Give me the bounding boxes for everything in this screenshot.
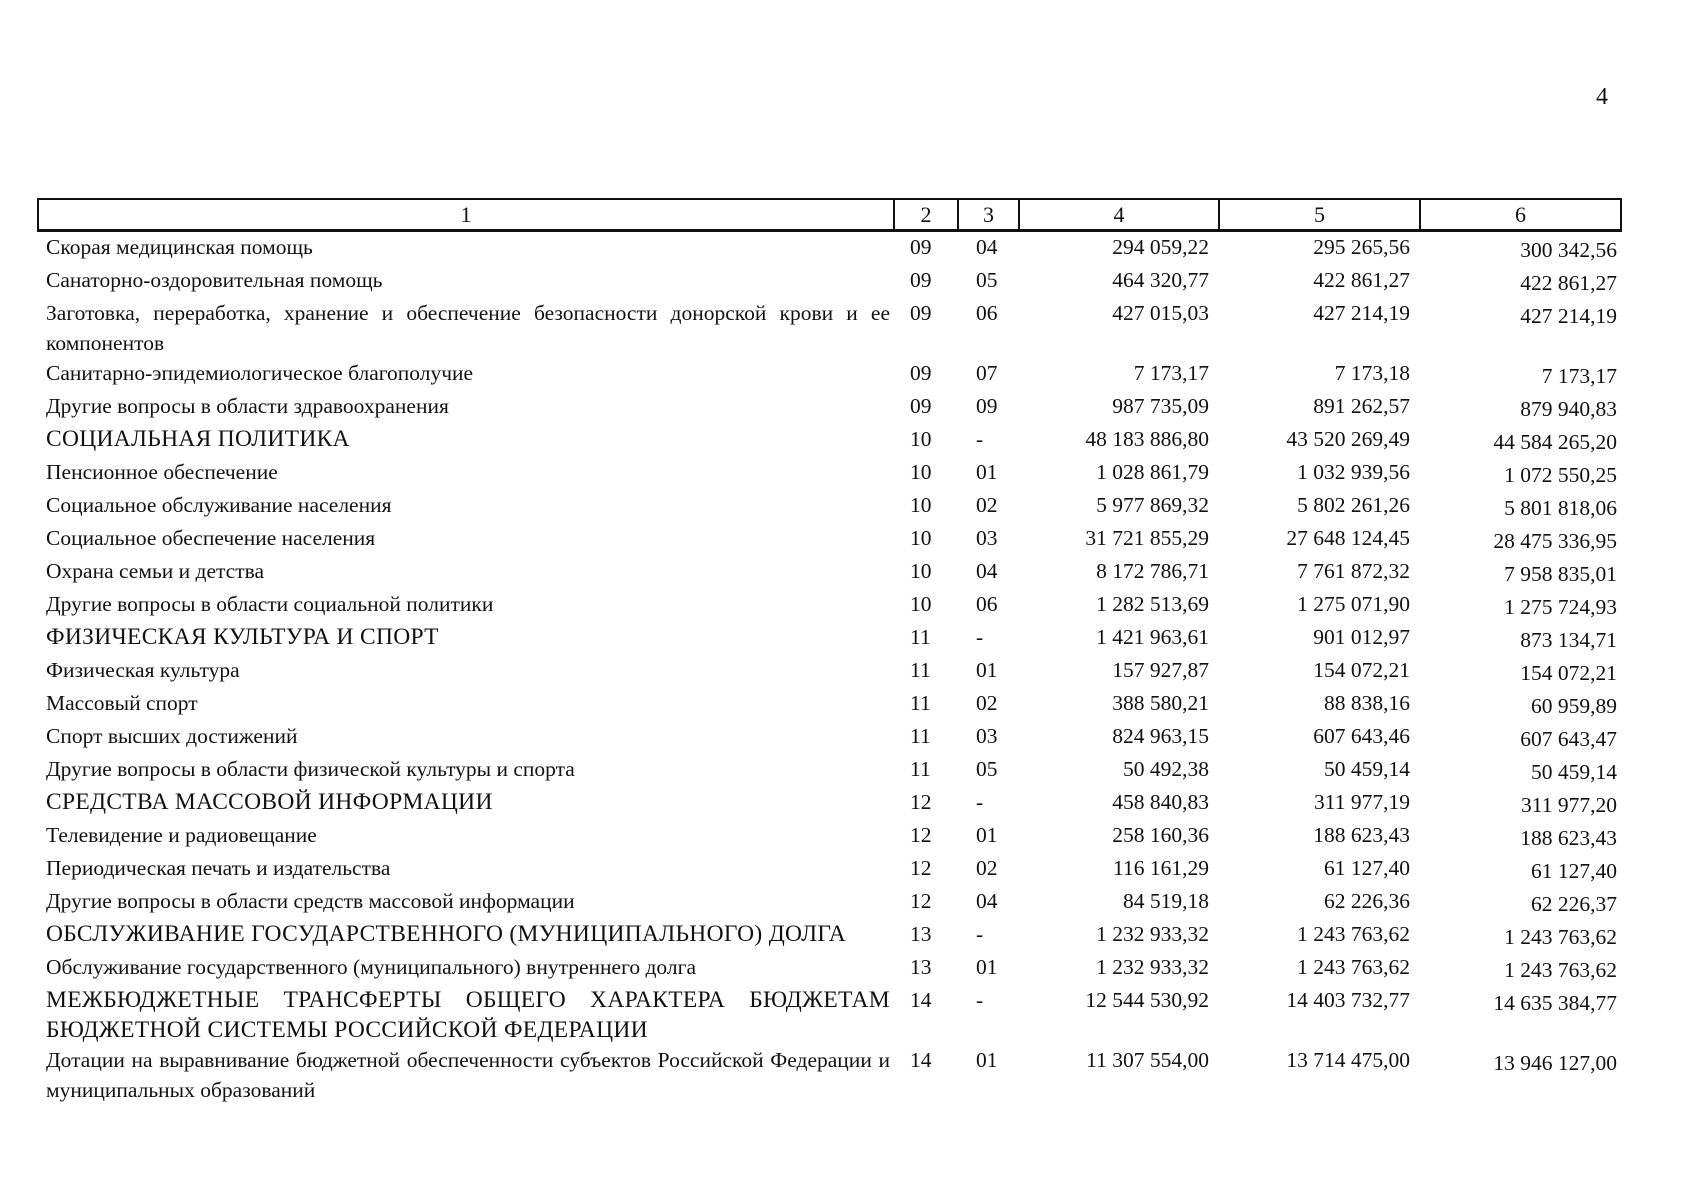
row-section-code: 09 — [910, 235, 932, 259]
row-name: Другие вопросы в области социальной политики — [46, 592, 494, 616]
row-value-col5: 7 761 872,32 — [1297, 559, 1410, 583]
row-name: Периодическая печать и издательства — [46, 856, 391, 880]
row-value-col6: 311 977,20 — [1521, 793, 1617, 817]
row-name: ОБСЛУЖИВАНИЕ ГОСУДАРСТВЕННОГО (МУНИЦИПАЛЬНОГО) ДОЛГА — [46, 921, 846, 947]
row-value-col5: 7 173,18 — [1334, 361, 1410, 385]
row-value-col6: 5 801 818,06 — [1504, 496, 1617, 520]
row-subsection-code: 06 — [976, 301, 998, 325]
row-value-col5: 1 243 763,62 — [1297, 922, 1410, 946]
row-value-col4: 157 927,87 — [1112, 658, 1209, 682]
row-value-col5: 43 520 269,49 — [1286, 427, 1410, 451]
row-subsection-code: 01 — [976, 823, 998, 847]
row-value-col6: 13 946 127,00 — [1493, 1051, 1617, 1075]
row-subsection-code: 01 — [976, 955, 998, 979]
row-value-col6: 61 127,40 — [1531, 859, 1617, 883]
row-section-code: 11 — [910, 625, 931, 649]
table-section-row — [38, 787, 1621, 820]
header-col-4: 4 — [1019, 199, 1219, 231]
row-subsection-code: 06 — [976, 592, 998, 616]
row-value-col5: 295 265,56 — [1313, 235, 1410, 259]
row-value-col5: 88 838,16 — [1324, 691, 1410, 715]
row-value-col5: 14 403 732,77 — [1286, 988, 1410, 1012]
row-value-col6: 879 940,83 — [1520, 397, 1617, 421]
budget-table — [37, 198, 1622, 1105]
row-value-col4: 258 160,36 — [1112, 823, 1209, 847]
row-subsection-code: 02 — [976, 691, 998, 715]
row-value-col5: 13 714 475,00 — [1286, 1048, 1410, 1072]
row-section-code: 12 — [910, 790, 932, 814]
row-value-col6: 50 459,14 — [1531, 760, 1617, 784]
row-section-code: 11 — [910, 691, 931, 715]
row-section-code: 12 — [910, 823, 932, 847]
page-number: 4 — [1596, 84, 1608, 110]
row-name: МЕЖБЮДЖЕТНЫЕ ТРАНСФЕРТЫ ОБЩЕГО ХАРАКТЕРА БЮДЖЕТАМ БЮДЖЕТНОЙ СИСТЕМЫ РОССИЙСКОЙ ФЕДЕРАЦИИ — [46, 987, 890, 1043]
row-value-col5: 188 623,43 — [1313, 823, 1410, 847]
row-value-col4: 1 028 861,79 — [1096, 460, 1209, 484]
row-subsection-code: 05 — [976, 268, 998, 292]
header-col-3: 3 — [958, 199, 1019, 231]
table-row — [38, 688, 1621, 721]
row-value-col4: 11 307 554,00 — [1086, 1048, 1209, 1072]
row-name: Физическая культура — [46, 658, 240, 682]
table-row — [38, 820, 1621, 853]
table-row — [38, 655, 1621, 688]
row-value-col5: 50 459,14 — [1324, 757, 1410, 781]
row-value-col6: 1 243 763,62 — [1504, 958, 1617, 982]
table-body — [38, 231, 1621, 1106]
row-value-col5: 154 072,21 — [1313, 658, 1410, 682]
row-section-code: 12 — [910, 889, 932, 913]
row-section-code: 09 — [910, 361, 932, 385]
table-row — [38, 231, 1621, 266]
table-section-row — [38, 919, 1621, 952]
row-name: Пенсионное обеспечение — [46, 460, 278, 484]
row-value-col6: 873 134,71 — [1520, 628, 1617, 652]
row-value-col6: 154 072,21 — [1520, 661, 1617, 685]
row-subsection-code: 05 — [976, 757, 998, 781]
row-value-col4: 8 172 786,71 — [1096, 559, 1209, 583]
row-value-col6: 607 643,47 — [1520, 727, 1617, 751]
table-row — [38, 523, 1621, 556]
table-row — [38, 853, 1621, 886]
row-value-col4: 427 015,03 — [1112, 301, 1209, 325]
row-value-col4: 116 161,29 — [1113, 856, 1209, 880]
row-value-col6: 300 342,56 — [1520, 238, 1617, 262]
header-col-6: 6 — [1420, 199, 1621, 231]
row-value-col4: 987 735,09 — [1112, 394, 1209, 418]
row-name: Охрана семьи и детства — [46, 559, 265, 583]
row-name: Скорая медицинская помощь — [46, 235, 313, 259]
row-value-col5: 901 012,97 — [1313, 625, 1410, 649]
row-name: Другие вопросы в области здравоохранения — [46, 394, 449, 418]
row-section-code: 10 — [910, 427, 932, 451]
row-name: Социальное обеспечение населения — [46, 526, 376, 550]
row-value-col5: 1 275 071,90 — [1297, 592, 1410, 616]
row-name: Санаторно-оздоровительная помощь — [46, 268, 383, 292]
row-value-col6: 422 861,27 — [1520, 271, 1617, 295]
row-value-col4: 388 580,21 — [1112, 691, 1209, 715]
row-value-col5: 61 127,40 — [1324, 856, 1410, 880]
row-value-col6: 44 584 265,20 — [1493, 430, 1617, 454]
row-subsection-code: 01 — [976, 460, 998, 484]
table-row — [38, 886, 1621, 919]
row-subsection-code: 04 — [976, 559, 998, 583]
row-value-col6: 1 275 724,93 — [1504, 595, 1617, 619]
row-section-code: 10 — [910, 526, 932, 550]
row-value-col6: 28 475 336,95 — [1493, 529, 1617, 553]
row-value-col6: 1 072 550,25 — [1504, 463, 1617, 487]
row-value-col5: 891 262,57 — [1313, 394, 1410, 418]
table-row — [38, 265, 1621, 298]
row-value-col4: 50 492,38 — [1123, 757, 1209, 781]
row-value-col4: 824 963,15 — [1112, 724, 1209, 748]
row-subsection-code: 07 — [976, 361, 998, 385]
table-row — [38, 952, 1621, 985]
row-section-code: 09 — [910, 301, 932, 325]
row-subsection-code: 03 — [976, 526, 998, 550]
row-name: Телевидение и радиовещание — [46, 823, 317, 847]
row-section-code: 10 — [910, 559, 932, 583]
row-name: Социальное обслуживание населения — [46, 493, 392, 517]
row-value-col6: 60 959,89 — [1531, 694, 1617, 718]
row-value-col6: 188 623,43 — [1520, 826, 1617, 850]
row-value-col6: 7 958 835,01 — [1504, 562, 1617, 586]
row-value-col4: 7 173,17 — [1133, 361, 1209, 385]
table-row — [38, 721, 1621, 754]
row-subsection-code: 01 — [976, 658, 998, 682]
row-section-code: 11 — [910, 724, 931, 748]
row-section-code: 13 — [910, 955, 932, 979]
row-value-col5: 62 226,36 — [1324, 889, 1410, 913]
row-section-code: 13 — [910, 922, 932, 946]
row-value-col5: 27 648 124,45 — [1286, 526, 1410, 550]
row-name: Санитарно-эпидемиологическое благополучие — [46, 361, 474, 385]
header-col-5: 5 — [1219, 199, 1420, 231]
row-subsection-code: - — [976, 790, 984, 814]
row-subsection-code: - — [976, 922, 984, 946]
row-value-col6: 7 173,17 — [1541, 364, 1617, 388]
table-row — [38, 391, 1621, 424]
row-value-col5: 427 214,19 — [1313, 301, 1410, 325]
row-subsection-code: 02 — [976, 856, 998, 880]
header-row — [38, 199, 1621, 231]
row-value-col4: 5 977 869,32 — [1096, 493, 1209, 517]
row-subsection-code: 02 — [976, 493, 998, 517]
row-name: СОЦИАЛЬНАЯ ПОЛИТИКА — [46, 426, 350, 452]
row-value-col4: 84 519,18 — [1123, 889, 1209, 913]
row-section-code: 10 — [910, 460, 932, 484]
row-value-col4: 1 232 933,32 — [1096, 955, 1209, 979]
table-row — [38, 298, 1621, 358]
table-row — [38, 556, 1621, 589]
table-section-row — [38, 424, 1621, 457]
table-row — [38, 490, 1621, 523]
row-value-col4: 458 840,83 — [1112, 790, 1209, 814]
row-subsection-code: - — [976, 988, 984, 1012]
row-value-col5: 311 977,19 — [1314, 790, 1410, 814]
row-subsection-code: 04 — [976, 235, 998, 259]
row-name: Обслуживание государственного (муниципального) внутреннего долга — [46, 955, 696, 979]
row-value-col4: 12 544 530,92 — [1085, 988, 1209, 1012]
row-section-code: 11 — [910, 757, 931, 781]
row-section-code: 10 — [910, 493, 932, 517]
row-value-col5: 5 802 261,26 — [1297, 493, 1410, 517]
table-row — [38, 358, 1621, 391]
row-value-col4: 1 421 963,61 — [1096, 625, 1209, 649]
table-header — [38, 199, 1621, 231]
row-value-col4: 1 232 933,32 — [1096, 922, 1209, 946]
header-col-2: 2 — [894, 199, 958, 231]
row-section-code: 14 — [910, 1048, 932, 1072]
row-section-code: 10 — [910, 592, 932, 616]
table-row — [38, 754, 1621, 787]
header-col-1: 1 — [38, 199, 894, 231]
table-row — [38, 589, 1621, 622]
table-section-row — [38, 622, 1621, 655]
row-name: СРЕДСТВА МАССОВОЙ ИНФОРМАЦИИ — [46, 789, 493, 815]
row-name: Спорт высших достижений — [46, 724, 298, 748]
row-subsection-code: 04 — [976, 889, 998, 913]
row-name: Массовый спорт — [46, 691, 198, 715]
row-value-col5: 1 243 763,62 — [1297, 955, 1410, 979]
row-section-code: 11 — [910, 658, 931, 682]
row-value-col5: 607 643,46 — [1313, 724, 1410, 748]
row-subsection-code: 01 — [976, 1048, 998, 1072]
row-section-code: 14 — [910, 988, 932, 1012]
row-value-col4: 48 183 886,80 — [1085, 427, 1209, 451]
row-value-col6: 62 226,37 — [1531, 892, 1617, 916]
row-value-col4: 31 721 855,29 — [1085, 526, 1209, 550]
row-value-col4: 1 282 513,69 — [1096, 592, 1209, 616]
row-name: Другие вопросы в области физической культуры и спорта — [46, 757, 575, 781]
row-section-code: 12 — [910, 856, 932, 880]
row-subsection-code: 09 — [976, 394, 998, 418]
row-subsection-code: 03 — [976, 724, 998, 748]
table-row — [38, 1045, 1621, 1105]
row-section-code: 09 — [910, 268, 932, 292]
row-value-col6: 14 635 384,77 — [1493, 991, 1617, 1015]
row-subsection-code: - — [976, 427, 984, 451]
row-value-col5: 1 032 939,56 — [1297, 460, 1410, 484]
row-value-col5: 422 861,27 — [1313, 268, 1410, 292]
row-name: Другие вопросы в области средств массовой информации — [46, 889, 575, 913]
row-value-col4: 294 059,22 — [1112, 235, 1209, 259]
row-subsection-code: - — [976, 625, 984, 649]
row-name: Заготовка, переработка, хранение и обеспечение безопасности донорской крови и ее компонентов — [46, 301, 890, 355]
row-section-code: 09 — [910, 394, 932, 418]
table-section-row — [38, 985, 1621, 1045]
row-name: ФИЗИЧЕСКАЯ КУЛЬТУРА И СПОРТ — [46, 624, 439, 650]
table-row — [38, 457, 1621, 490]
row-value-col6: 427 214,19 — [1520, 304, 1617, 328]
row-value-col4: 464 320,77 — [1112, 268, 1209, 292]
row-value-col6: 1 243 763,62 — [1504, 925, 1617, 949]
row-name: Дотации на выравнивание бюджетной обеспеченности субъектов Российской Федерации и муниципальных образований — [46, 1048, 890, 1102]
